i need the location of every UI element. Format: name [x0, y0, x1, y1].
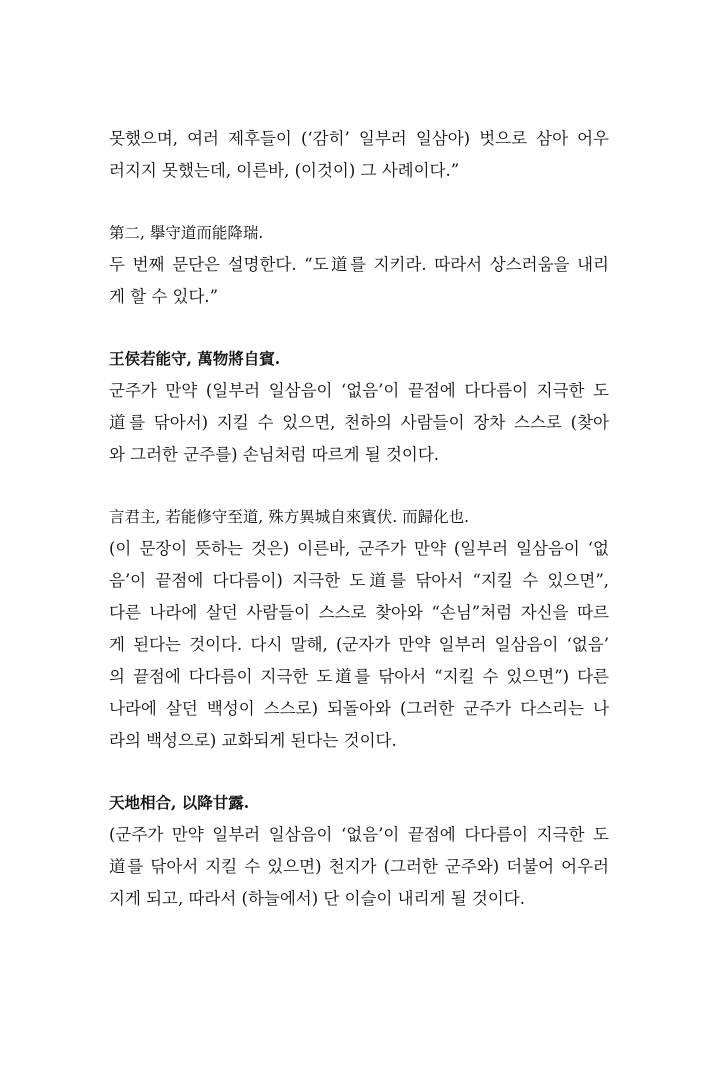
classical-text-line: 言君主, 若能修守至道, 殊方異城自來賓伏. 而歸化也.	[109, 508, 469, 526]
classical-heading-line: 王侯若能守, 萬物將自賓.	[109, 349, 281, 368]
paragraph-gap	[109, 471, 609, 501]
paragraph-1	[109, 123, 609, 187]
text-line: 다른 나라에 살던 사람들이 스스로 찾아와 “손님”처럼 자신을 따르	[109, 603, 609, 622]
text-line: 게 된다는 것이다. 다시 말해, (군자가 만약 일부러 일삼음이 ‘없음’	[109, 635, 609, 654]
paragraph-gap	[109, 757, 609, 787]
text-line: (군주가 만약 일부러 일삼음이 ‘없음’이 끝점에 다다름이 지극한 도	[109, 825, 609, 844]
paragraph-2	[109, 217, 609, 313]
text-line: 나라에 살던 백성이 스스로) 되돌아와 (그러한 군주가 다스리는 나	[109, 699, 609, 718]
text-line: 못했으며, 여러 제후들이 (‘감히’ 일부러 일삼아) 벗으로 삼아 어우	[109, 129, 609, 148]
paragraph-4	[109, 501, 609, 757]
document-body	[109, 123, 609, 915]
text-line: 군주가 만약 (일부러 일삼음이 ‘없음’이 끝점에 다다름이 지극한 도	[109, 381, 609, 400]
text-line: 道를 닦아서) 지킬 수 있으면, 천하의 사람들이 장차 스스로 (찾아	[109, 413, 609, 432]
paragraph-3	[109, 343, 609, 471]
paragraph-5	[109, 787, 609, 915]
classical-text-line: 第二, 擧守道而能降瑞.	[109, 224, 264, 242]
text-line: 와 그러한 군주를) 손님처럼 따르게 될 것이다.	[109, 445, 440, 464]
paragraph-gap	[109, 313, 609, 343]
classical-heading-line: 天地相合, 以降甘露.	[109, 793, 250, 812]
text-line: 두 번째 문단은 설명한다. “도道를 지키라. 따라서 상스러움을 내리	[109, 255, 609, 274]
text-line: (이 문장이 뜻하는 것은) 이른바, 군주가 만약 (일부러 일삼음이 ‘없	[109, 539, 609, 558]
text-line: 지게 되고, 따라서 (하늘에서) 단 이슬이 내리게 될 것이다.	[109, 889, 525, 908]
text-line: 음’이 끝점에 다다름이) 지극한 도道를 닦아서 “지킬 수 있으면”,	[109, 571, 609, 590]
text-line: 라의 백성으로) 교화되게 된다는 것이다.	[109, 731, 397, 750]
text-line: 道를 닦아서 지킬 수 있으면) 천지가 (그러한 군주와) 더불어 어우러	[109, 857, 609, 876]
text-line: 게 할 수 있다.”	[109, 287, 219, 306]
text-line: 러지지 못했는데, 이른바, (이것이) 그 사례이다.”	[109, 161, 460, 180]
text-line: 의 끝점에 다다름이 지극한 도道를 닦아서 “지킬 수 있으면”) 다른	[109, 667, 609, 686]
paragraph-gap	[109, 187, 609, 217]
